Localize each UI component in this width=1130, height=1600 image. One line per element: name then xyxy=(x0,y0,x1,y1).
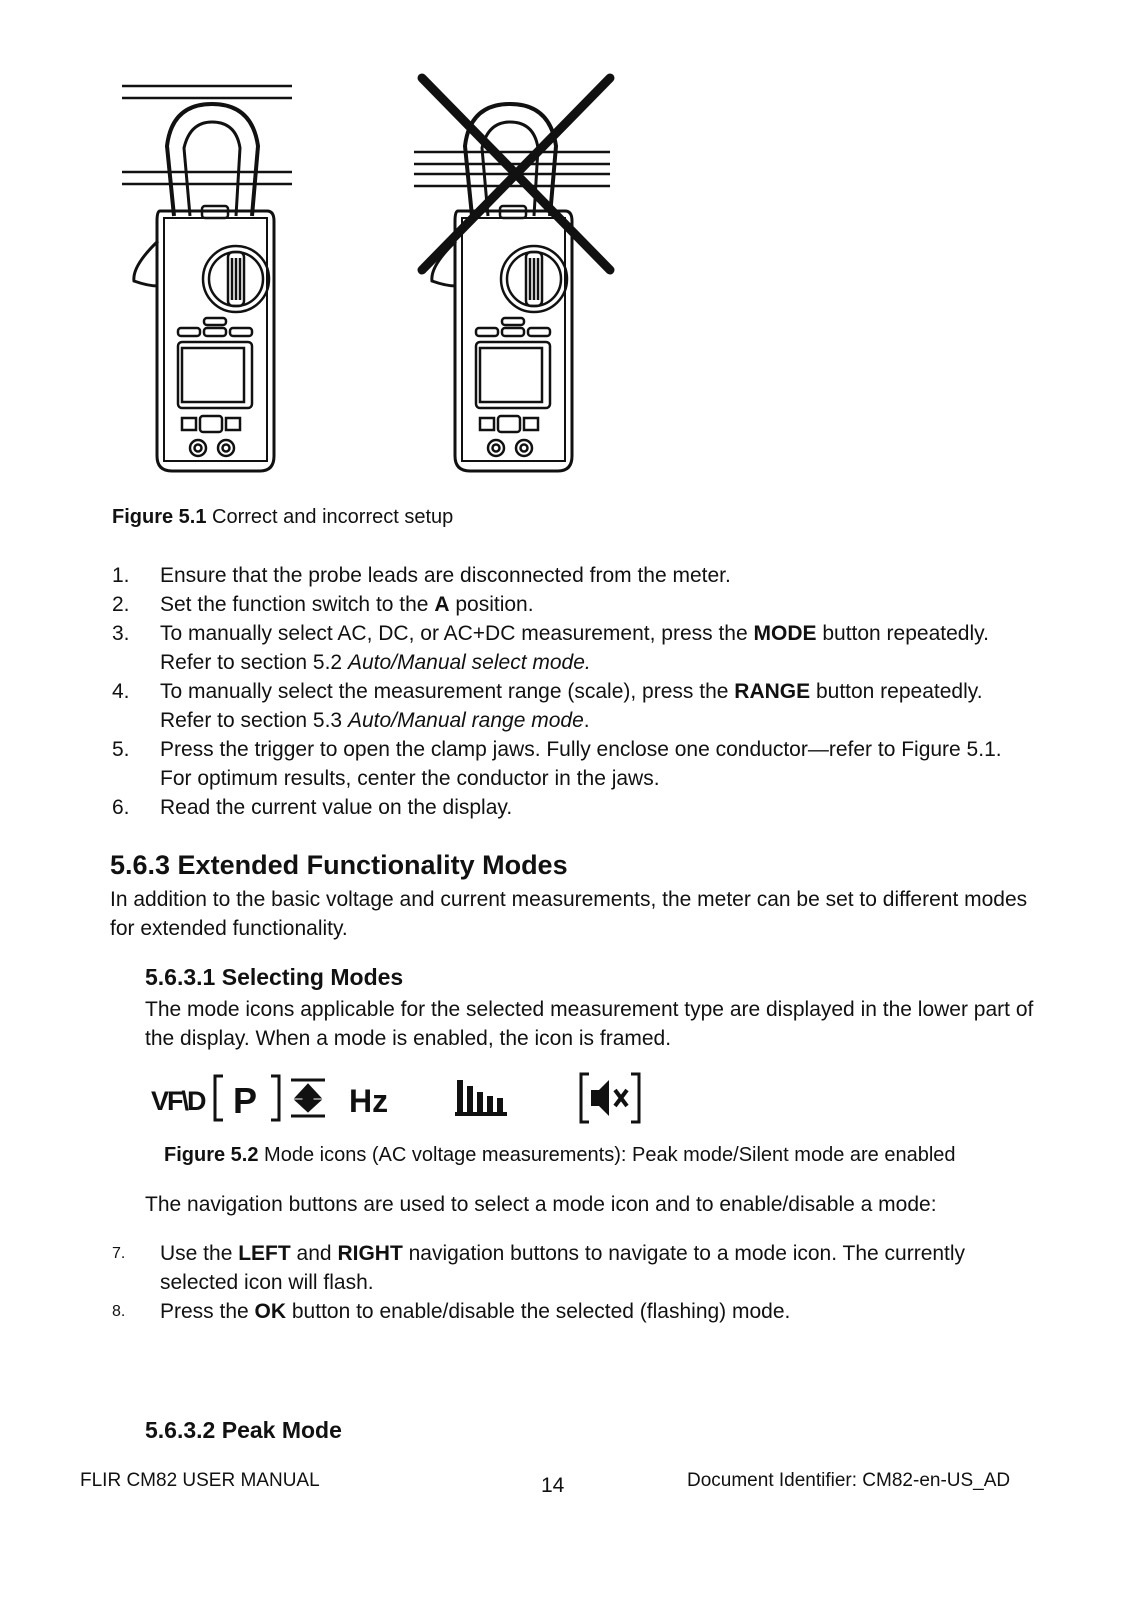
subsection-body: The mode icons applicable for the selected measurement type are displayed in the lower part of the display. When a mode is enabled, the icon is framed. xyxy=(145,998,1034,1050)
svg-text:VF\D: VF\D xyxy=(151,1086,205,1116)
list-number: 6. xyxy=(112,796,130,819)
subsection-heading: 5.6.3.1 Selecting Modes xyxy=(145,964,404,990)
section-heading: 5.6.3 Extended Functionality Modes xyxy=(110,850,568,880)
figure-label: Figure 5.1 xyxy=(112,506,207,528)
list-number: 8. xyxy=(112,1303,126,1320)
figure-caption-text: Correct and incorrect setup xyxy=(212,506,454,528)
clamp-meter-correct xyxy=(122,86,292,471)
list-item xyxy=(112,619,1072,679)
list-number: 7. xyxy=(112,1245,126,1262)
list-number: 5. xyxy=(112,738,130,761)
figure-5-1-illustration xyxy=(112,66,642,496)
list-text: Ensure that the probe leads are disconnected from the meter. xyxy=(160,564,731,587)
list-text: Use the LEFT and RIGHT navigation buttons to navigate to a mode icon. The currently selected icon will flash. xyxy=(160,1242,966,1294)
list-number: 4. xyxy=(112,680,130,703)
figure-caption-text: Mode icons (AC voltage measurements): Peak mode/Silent mode are enabled xyxy=(264,1144,956,1166)
list-text: To manually select AC, DC, or AC+DC measurement, press the MODE button repeatedly. Refer to section 5.2 Auto/Manual select mode. xyxy=(160,622,989,674)
list-number: 1. xyxy=(112,564,130,587)
list-text: Press the OK button to enable/disable the selected (flashing) mode. xyxy=(160,1300,791,1323)
figure-label: Figure 5.2 xyxy=(164,1144,259,1166)
figure-caption xyxy=(164,1144,956,1167)
clamp-meter-incorrect xyxy=(414,104,610,471)
mode-icons-figure xyxy=(145,1066,655,1132)
nav-intro-text: The navigation buttons are used to select a mode icon and to enable/disable a mode: xyxy=(145,1193,937,1216)
list-text: Set the function switch to the A position. xyxy=(160,593,534,616)
list-item xyxy=(112,735,1072,795)
list-text: Read the current value on the display. xyxy=(160,796,513,819)
frequency-hz-icon xyxy=(349,1083,388,1119)
list-number: 3. xyxy=(112,622,130,645)
footer-left: FLIR CM82 USER MANUAL xyxy=(80,1470,320,1491)
list-item xyxy=(112,677,1072,737)
list-item xyxy=(112,1239,1072,1299)
list-text: Press the trigger to open the clamp jaws. Fully enclose one conductor—refer to Figure 5.1. For optimum results, center the conductor in the jaws. xyxy=(160,738,1002,790)
peak-mode-icon xyxy=(215,1076,279,1121)
subsection-heading: 5.6.3.2 Peak Mode xyxy=(145,1417,342,1443)
list-number: 2. xyxy=(112,593,130,616)
svg-text:Hz: Hz xyxy=(349,1083,389,1119)
bar-graph-icon xyxy=(455,1080,507,1116)
svg-text:P: P xyxy=(233,1080,258,1121)
footer-right: Document Identifier: CM82-en-US_AD xyxy=(687,1470,1011,1491)
figure-caption xyxy=(112,506,453,529)
vfd-icon xyxy=(151,1084,209,1116)
page-number: 14 xyxy=(541,1474,565,1497)
range-hold-icon xyxy=(291,1080,325,1116)
list-text: To manually select the measurement range (scale), press the RANGE button repeatedly. Refer to section 5.3 Auto/Manual range mode. xyxy=(160,680,983,732)
silent-mode-icon xyxy=(581,1074,639,1122)
section-body: In addition to the basic voltage and current measurements, the meter can be set to different modes for extended functionality. xyxy=(110,888,1028,940)
